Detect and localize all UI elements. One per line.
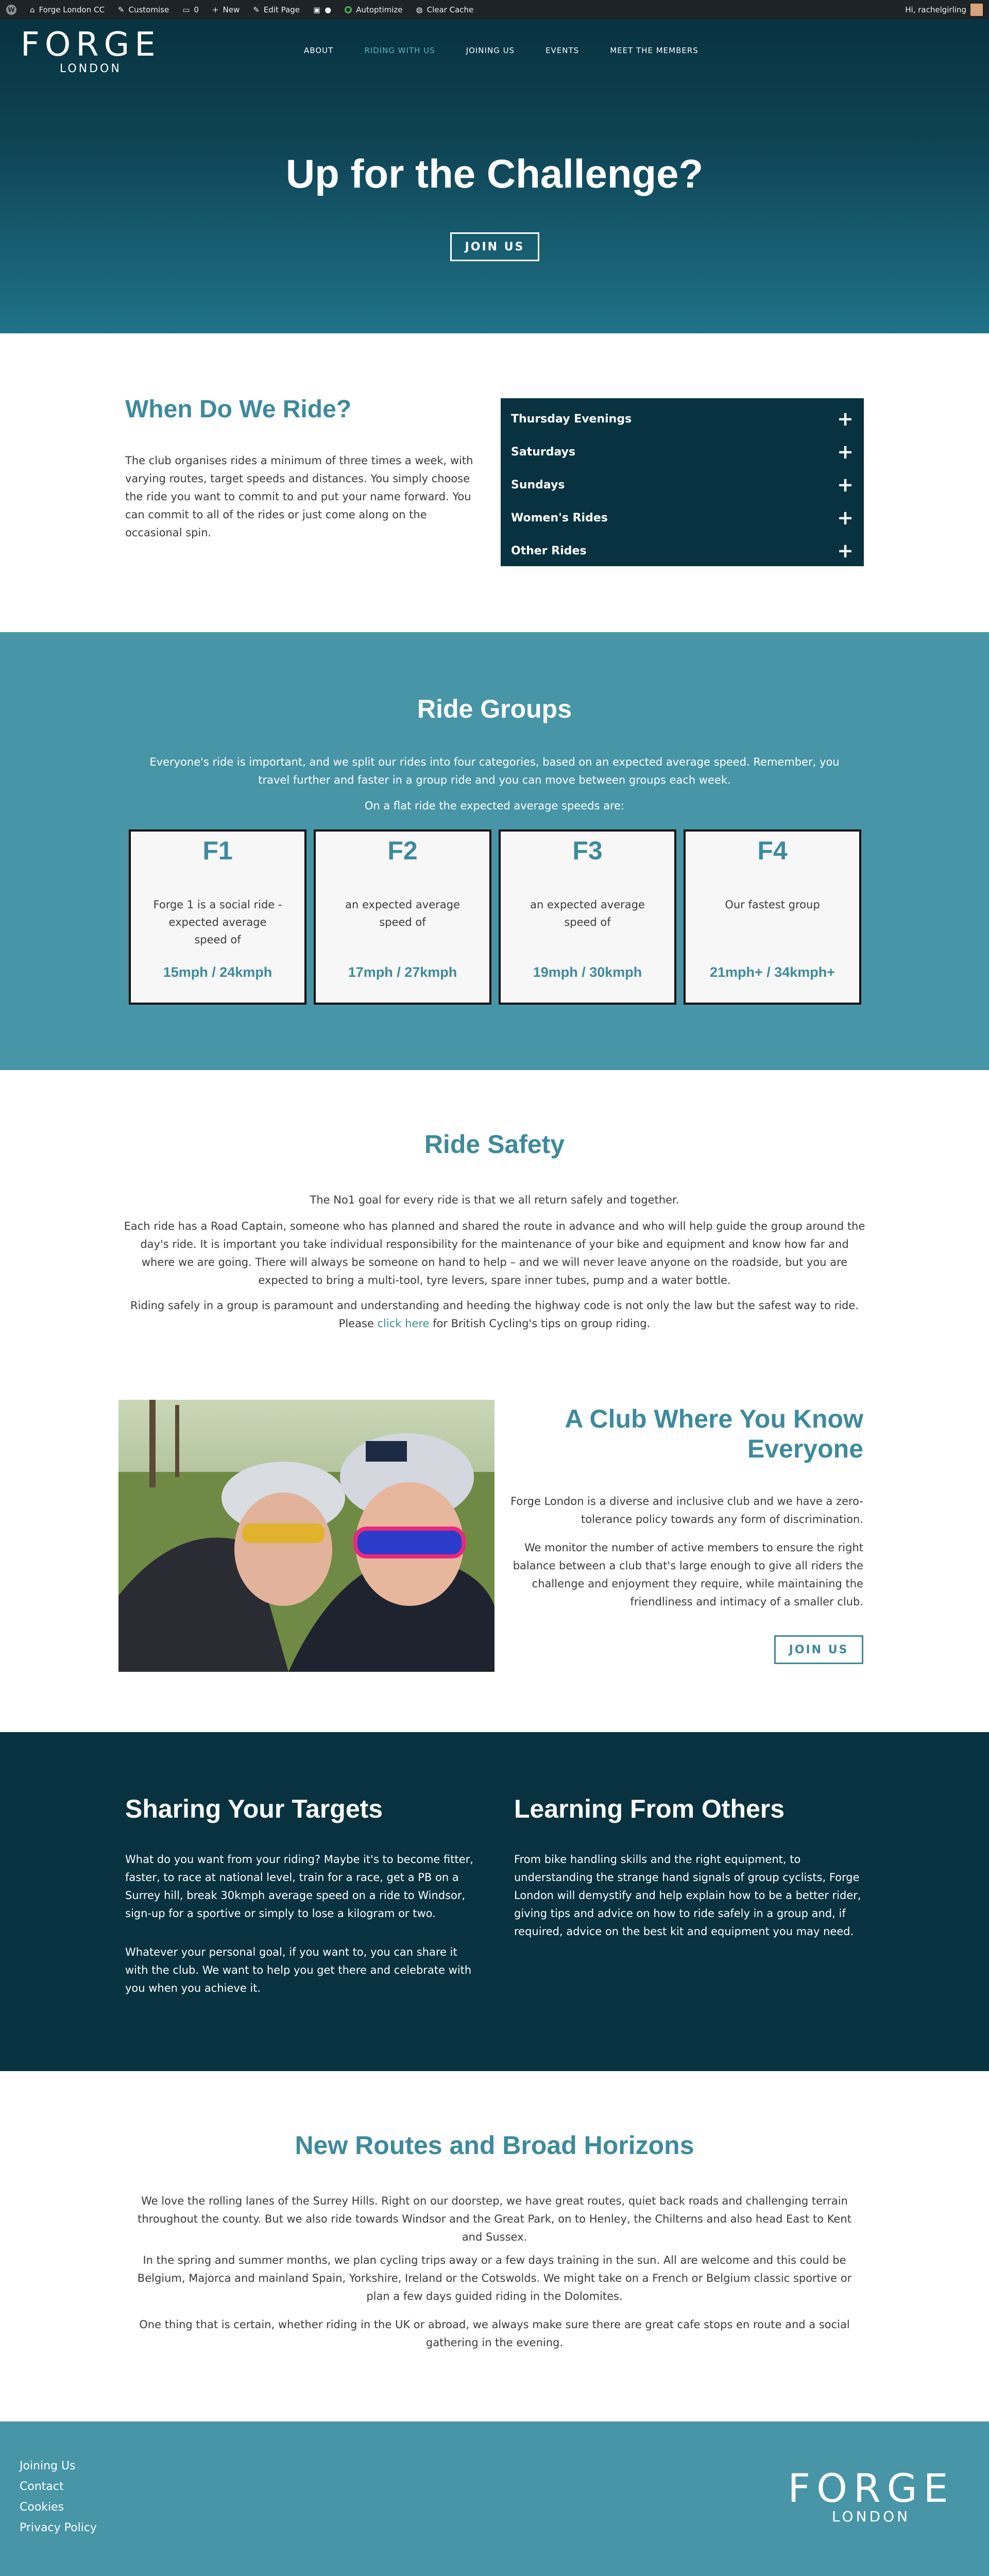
- site-name-link[interactable]: ⌂ Forge London CC: [30, 5, 105, 14]
- safety-title: Ride Safety: [424, 1130, 565, 1159]
- footer-link-privacy-policy[interactable]: Privacy Policy: [20, 2521, 97, 2534]
- routes-section: [0, 2071, 989, 2421]
- groups-title: Ride Groups: [417, 694, 572, 723]
- footer-link-joining-us[interactable]: Joining Us: [20, 2460, 76, 2472]
- home-icon: ⌂: [30, 5, 35, 14]
- accordion-thursday[interactable]: Thursday Evenings +: [511, 408, 854, 430]
- safety-road-captain: Each ride has a Road Captain, someone who has planned and shared the route in advance and who will help guide the group around the day's ride. It is important you take individual responsibility for the maintenance of your bike and equipment and know how far and where we are going. There will always be someone on hand to help – and we will never leave anyone on the roadside, but you are expected to bring a multi-tool, tyre levers, spare inner tubes, pump and a water bottle.: [124, 1220, 865, 1286]
- main-nav: [304, 46, 729, 55]
- seo-menu[interactable]: [313, 5, 331, 14]
- targets-text-1: What do you want from your riding? Maybe it's to become fitter, faster, to race at national level, train for a race, get a PB on a Surrey hill, break 30kmph average speed on a ride to Windsor, sign-up for a sportive or simply to lose a kilogram or two.: [125, 1853, 473, 1920]
- group-card-f4: F4 Our fastest group 21mph+ / 34kmph+: [684, 829, 861, 1005]
- plus-icon: +: [837, 506, 854, 529]
- plus-icon: +: [212, 5, 219, 14]
- new-content-link[interactable]: + New: [212, 5, 240, 14]
- group-card-f1: F1 Forge 1 is a social ride -expected average speed of 15mph / 24kmph: [129, 829, 306, 1005]
- safety-highway-code: Riding safely in a group is paramount and understanding and heeding the highway code is not only the law but the safest way to ride. Please click here for British Cycling's tips on group riding.: [130, 1299, 859, 1330]
- plus-icon: +: [837, 440, 854, 463]
- routes-text-2: In the spring and summer months, we plan cycling trips away or a few days training in the sun. All are welcome and this could be Belgium, Majorca and mainland Spain, Yorkshire, Ireland or the Cotswolds. We might take on a French or Belgium classic sportive or plan a few days guided riding in the Dolomites.: [137, 2254, 852, 2302]
- accordion-saturdays[interactable]: Saturdays +: [511, 440, 854, 463]
- targets-title: Sharing Your Targets: [125, 1794, 383, 1823]
- customise-link[interactable]: ✎ Customise: [117, 5, 169, 14]
- routes-title: New Routes and Broad Horizons: [295, 2131, 694, 2160]
- footer-link-cookies[interactable]: Cookies: [20, 2501, 64, 2514]
- nav-joining-us[interactable]: JOINING US: [466, 46, 515, 55]
- group-cards: [129, 829, 861, 1005]
- club-join-button[interactable]: JOIN US: [774, 1635, 863, 1664]
- targets-text-2: Whatever your personal goal, if you want to, you can share it with the club. We want to help you get there and celebrate with you when you achieve it.: [125, 1946, 472, 1994]
- plus-icon: +: [837, 539, 854, 562]
- comment-icon: ▭: [182, 5, 190, 14]
- club-section: [0, 1369, 989, 1732]
- site-logo[interactable]: FORGE LONDON: [21, 26, 161, 75]
- nav-about[interactable]: ABOUT: [304, 46, 334, 55]
- cache-icon: ◍: [416, 5, 423, 14]
- when-section: [0, 333, 989, 632]
- site-footer: [0, 2421, 989, 2576]
- account-menu[interactable]: Hi, rachelgirling: [905, 4, 983, 16]
- admin-bar: [0, 0, 989, 19]
- nav-meet-the-members[interactable]: MEET THE MEMBERS: [610, 46, 698, 55]
- members-selfie-photo: [118, 1400, 494, 1672]
- ride-safety-section: [0, 1070, 989, 1369]
- club-title: A Club Where You Know Everyone: [565, 1404, 863, 1463]
- plus-icon: +: [837, 473, 854, 496]
- accordion-sundays[interactable]: Sundays +: [511, 473, 854, 496]
- hero-join-button[interactable]: JOIN US: [450, 232, 539, 261]
- autoptimize-link[interactable]: Autoptimize: [345, 5, 402, 14]
- accordion-womens-rides[interactable]: Women's Rides +: [511, 506, 854, 529]
- british-cycling-link[interactable]: click here: [377, 1317, 430, 1330]
- groups-intro: Everyone's ride is important, and we split our rides into four categories, based on an expected average speed. Remember, you travel further and faster in a group ride and you can move between groups each week.: [149, 756, 840, 786]
- clear-cache-link[interactable]: ◍ Clear Cache: [416, 5, 474, 14]
- accordion-other-rides[interactable]: Other Rides +: [511, 539, 854, 562]
- safety-goal: The No1 goal for every ride is that we all return safely and together.: [310, 1194, 679, 1206]
- plus-icon: +: [837, 408, 854, 430]
- when-text: The club organises rides a minimum of three times a week, with varying routes, target speeds and distances. You simply choose the ride you want to commit to and put your name forward. You can commit to all of the rides or just come along on the occasional spin.: [125, 454, 473, 539]
- ride-times-accordion: [501, 398, 864, 566]
- edit-page-link[interactable]: ✎ Edit Page: [253, 5, 300, 14]
- learning-text: From bike handling skills and the right equipment, to understanding the strange hand signals of group cyclists, Forge London will demystify and help explain how to be a better rider, giving tips and advice on how to ride safely in a group and, if required, advice on the best kit and equipment you may need.: [514, 1853, 861, 1938]
- when-title: When Do We Ride?: [125, 396, 352, 423]
- avatar: [970, 4, 983, 16]
- routes-text-3: One thing that is certain, whether riding in the UK or abroad, we always make sure there are great cafe stops en route and a social gathering in the evening.: [139, 2318, 850, 2349]
- groups-intro-speeds: On a flat ride the expected average speeds are:: [364, 800, 625, 812]
- footer-link-contact[interactable]: Contact: [20, 2480, 64, 2493]
- nav-events[interactable]: EVENTS: [545, 46, 579, 55]
- routes-text-1: We love the rolling lanes of the Surrey Hills. Right on our doorstep, we have great routes, quiet back roads and challenging terrain throughout the county. But we also ride towards Windsor and the Great Park, on to Henley, the Chilterns and also head East to Kent and Sussex.: [138, 2195, 851, 2243]
- footer-logo[interactable]: FORGE LONDON: [788, 2465, 954, 2525]
- pencil-icon: ✎: [253, 5, 260, 14]
- comments-link[interactable]: ▭ 0: [182, 5, 199, 14]
- brush-icon: ✎: [117, 5, 125, 14]
- hero-title: Up for the Challenge?: [285, 151, 704, 196]
- learning-title: Learning From Others: [514, 1794, 785, 1823]
- ride-groups-section: [0, 632, 989, 1070]
- footer-links: [20, 2456, 97, 2538]
- club-members-text: We monitor the number of active members to ensure the right balance between a club that's large enough to give all riders the challenge and enjoyment they require, while maintaining the friendliness and intimacy of a smaller club.: [513, 1541, 863, 1608]
- circle-icon: ●: [325, 5, 332, 14]
- status-dot-icon: [345, 6, 352, 13]
- nav-riding-with-us[interactable]: RIDING WITH US: [364, 46, 435, 55]
- group-card-f2: F2 an expected average speed of 17mph / 27kmph: [314, 829, 491, 1005]
- club-inclusion-text: Forge London is a diverse and inclusive club and we have a zero-tolerance policy towards any form of discrimination.: [510, 1495, 863, 1526]
- seo-icon: ▣: [313, 5, 321, 14]
- wordpress-menu[interactable]: [6, 5, 16, 15]
- wordpress-icon: W: [6, 5, 16, 15]
- targets-learning-section: [0, 1732, 989, 2071]
- hero-section: [0, 19, 989, 333]
- group-card-f3: F3 an expected average speed of 19mph / 30kmph: [499, 829, 676, 1005]
